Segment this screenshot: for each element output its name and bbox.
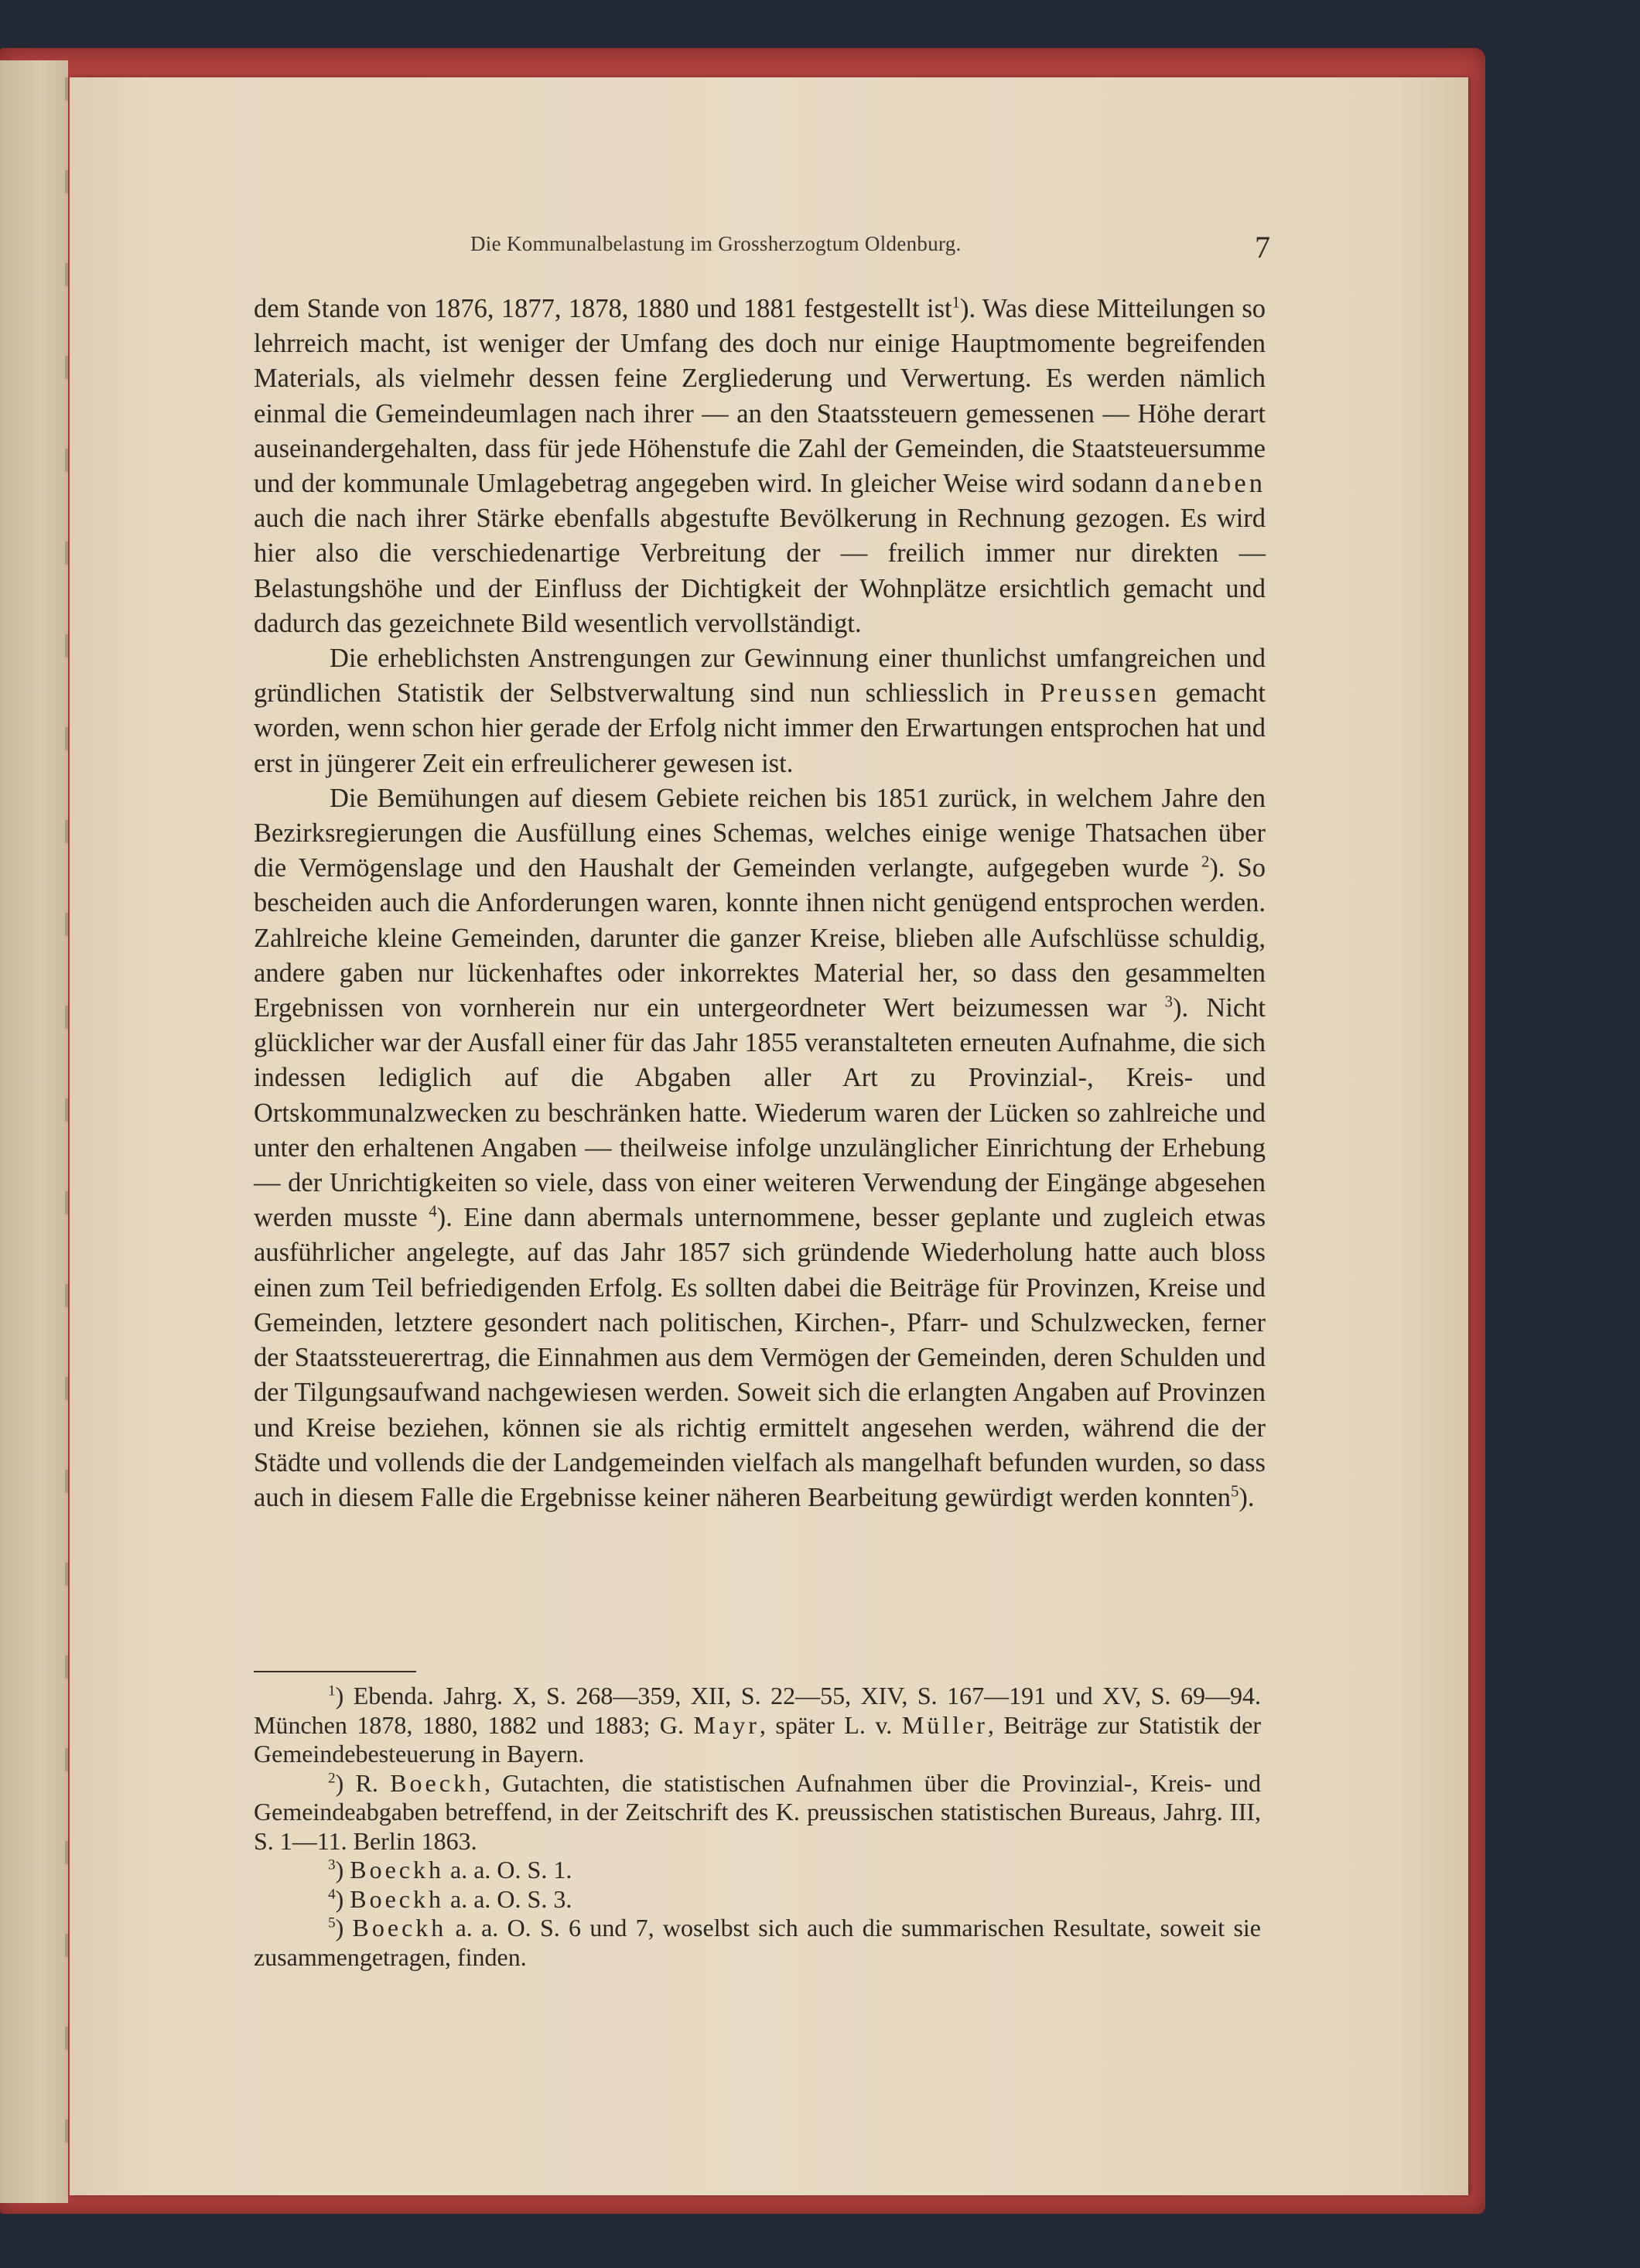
binding-gutter	[65, 77, 70, 2195]
text-run: , Beiträge zur Statistik der Gemeindebesteuerung in Bayern.	[254, 1710, 1262, 1768]
footnote-number: 5	[328, 1914, 336, 1932]
footnote-ref: 2	[1201, 853, 1210, 871]
text-run: , später L. v.	[759, 1710, 902, 1739]
text-run: ). Nicht glücklicher war der Ausfall einer für das Jahr 1855 veranstalteten erneuten Aufnahme, die sich indessen lediglich auf die Abgaben aller Art zu Provinzial-, Kreis- und Ortskommunalzwecken zu beschränken hatte. Wiederum waren der Lücken so zahlreiche und unter den erhaltenen Angaben — theilweise infolge unzulänglicher Einrichtung der Erhebung — der Unrichtigkeiten so viele, dass von einer weiteren Verwendung der Eingänge abgesehen werden musste	[254, 993, 1266, 1233]
footnote-ref: 1	[952, 294, 960, 312]
text-run: ) Ebenda. Jahrg. X, S. 268—359, XII, S. 22—55, XIV, S. 167—191 und XV, S. 69—94. München 1878, 1880, 1882 und 1883; G.	[254, 1682, 1261, 1739]
page-number: 7	[1255, 230, 1270, 265]
text-run: ). Was diese Mitteilungen so lehrreich macht, ist weniger der Umfang des doch nur einige Hauptmomente begreifenden Materials, als vielmehr dessen feine Zergliederung und Verwertung. Es werden nämlich einmal die Gemeindeumlagen nach ihrer — an den Staatssteuern gemessenen — Höhe derart auseinandergehalten, dass für jede Höhenstufe die Zahl der Gemeinden, die Staatsteuersumme und der kommunale Umlagebetrag angegeben wird. In gleicher Weise wird sodann	[254, 294, 1266, 499]
emphasized-word: daneben	[1155, 469, 1266, 499]
footnote-number: 4	[328, 1885, 336, 1902]
paragraph	[254, 292, 1266, 641]
footnote-ref: 4	[429, 1203, 437, 1221]
footnotes	[254, 1682, 1261, 1972]
text-run: a. a. O. S. 6 und 7, woselbst sich auch die summarischen Resultate, soweit sie zusammengetragen, finden.	[254, 1914, 1262, 1971]
footnote-number: 3	[328, 1856, 336, 1873]
emphasized-word: Mayr	[693, 1710, 760, 1739]
emphasized-word: Müller	[901, 1710, 988, 1739]
footnote-ref: 3	[1164, 993, 1173, 1011]
footnote-number: 2	[328, 1769, 336, 1786]
footnote: $^3$) Boeckh a. a. O. S. 1.	[328, 1856, 572, 1884]
footnote: $^5$) Boeckh a. a. O. S. 6 und 7, woselbst sich auch die summarischen Resultate, soweit sie zusammengetragen, finden.	[254, 1914, 1262, 1971]
paragraph	[254, 781, 1266, 1515]
text-run: a. a. O. S. 1.	[444, 1856, 572, 1884]
text-run: Die erheblichsten Anstrengungen zur Gewinnung einer thunlichst umfangreichen und gründlichen Statistik der Selbstverwaltung sind nun schliesslich in	[254, 644, 1266, 709]
footnote	[254, 1769, 1261, 1856]
text-run: ). Eine dann abermals unternommene, besser geplante und zugleich etwas ausführlicher angelegte, auf das Jahr 1857 sich gründende Wiederholung hatte auch bloss einen zum Teil befriedigenden Erfolg. Es sollten dabei die Beiträge für Provinzen, Kreise und Gemeinden, letztere gesondert nach politischen, Kirchen-, Pfarr- und Schulzwecken, ferner der Staatssteuerertrag, die Einnahmen aus dem Vermögen der Gemeinden, deren Schulden und der Tilgungsaufwand nachgewiesen werden. Soweit sich die erlangten Angaben auf Provinzen und Kreise beziehen, können sie als richtig ermittelt angesehen werden, während die der Städte und vollends die der Landgemeinden vielfach als mangelhaft befunden wurden, so dass auch in diesem Falle die Ergebnisse keiner näheren Bearbeitung gewürdigt werden konnten	[254, 1203, 1266, 1512]
running-title: Die Kommunalbelastung im Grossherzogtum Oldenburg.	[470, 232, 962, 255]
text-run: auch die nach ihrer Stärke ebenfalls abgestufte Bevölkerung in Rechnung gezogen. Es wird hier also die verschiedenartige Verbreitung der — freilich immer nur direkten — Belastungshöhe und der Einfluss der Dichtigkeit der Wohnplätze ersichtlich gemacht und dadurch das gezeichnete Bild wesentlich vervollständigt.	[254, 504, 1266, 638]
emphasized-word: Preussen	[1040, 678, 1160, 709]
footnote-ref: 5	[1231, 1483, 1239, 1501]
text-run: , Gutachten, die statistischen Aufnahmen über die Provinzial-, Kreis- und Gemeindeabgaben betreffend, in der Zeitschrift des K. preussischen statistischen Bureaus, Jahrg. III, S. 1—11. Berlin 1863.	[254, 1768, 1262, 1855]
text-run: ). So bescheiden auch die Anforderungen waren, konnte ihnen nicht genügend entsprochen werden. Zahlreiche kleine Gemeinden, darunter die ganzer Kreise, blieben alle Aufschlüsse schuldig, andere gaben nur lückenhaftes oder inkorrektes Material her, so dass den gesammelten Ergebnissen von vornherein nur ein untergeordneter Wert beizumessen war	[254, 853, 1266, 1023]
text-run: ).	[1239, 1482, 1255, 1512]
footnote-rule	[254, 1671, 416, 1672]
text-run: dem Stande von 1876, 1877, 1878, 1880 und 1881 festgestellt ist	[254, 294, 952, 323]
footnote-number: 1	[328, 1682, 336, 1699]
footnote	[254, 1682, 1261, 1769]
emphasized-word: Boeckh	[350, 1856, 444, 1884]
emphasized-word: Boeckh	[390, 1768, 484, 1797]
footnote: $^4$) Boeckh a. a. O. S. 3.	[328, 1884, 572, 1913]
facing-page-edge	[0, 60, 68, 2203]
paragraph	[254, 641, 1266, 781]
body-text	[254, 292, 1266, 1515]
text-run: Die Bemühungen auf diesem Gebiete reichen bis 1851 zurück, in welchem Jahre den Bezirksregierungen die Ausfüllung eines Schemas, welches einige wenige Thatsachen über die Vermögenslage und den Haushalt der Gemeinden verlangte, aufgegeben wurde	[254, 783, 1266, 883]
emphasized-word: Boeckh	[352, 1914, 447, 1942]
text-run: gemacht worden, wenn schon hier gerade der Erfolg nicht immer den Erwartungen entsprochen hat und erst in jüngerer Zeit ein erfreulicherer gewesen ist.	[254, 678, 1266, 778]
text-run: ) R.	[335, 1768, 391, 1797]
text-run: a. a. O. S. 3.	[444, 1884, 572, 1913]
emphasized-word: Boeckh	[350, 1884, 444, 1913]
